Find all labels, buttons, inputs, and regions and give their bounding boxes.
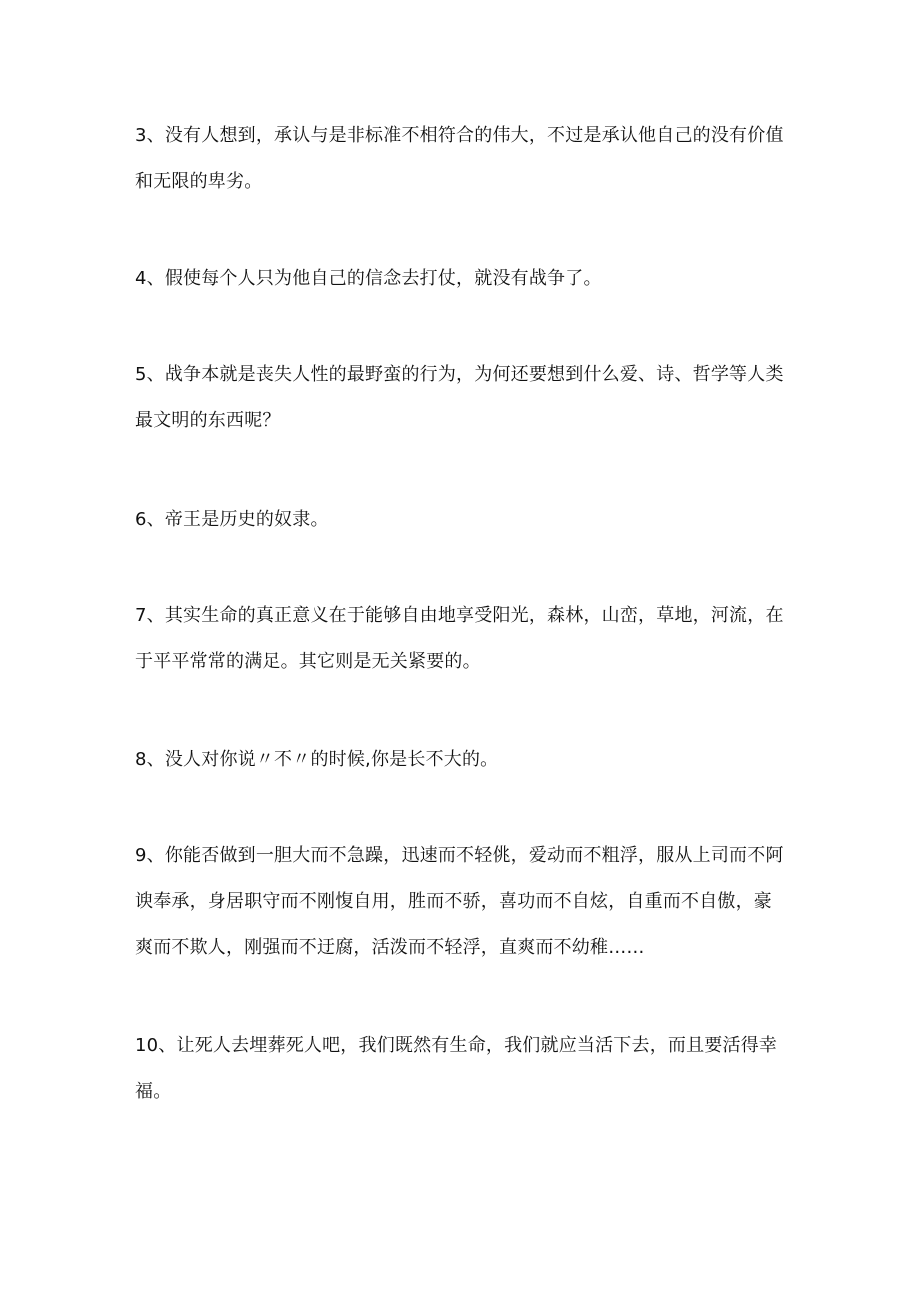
quote-paragraph-3: 3、没有人想到，承认与是非标准不相符合的伟大，不过是承认他自己的没有价值和无限的卑劣。 bbox=[135, 125, 784, 192]
quote-paragraph-6: 6、帝王是历史的奴隶。 bbox=[135, 509, 329, 530]
quote-paragraph-5: 5、战争本就是丧失人性的最野蛮的行为，为何还要想到什么爱、诗、哲学等人类最文明的东西呢？ bbox=[135, 364, 784, 431]
quote-paragraph-7: 7、其实生命的真正意义在于能够自由地享受阳光，森林，山峦，草地，河流，在于平平常常的满足。其它则是无关紧要的。 bbox=[135, 605, 784, 672]
quote-paragraph-8: 8、没人对你说〃不〃的时候,你是长不大的。 bbox=[135, 749, 499, 770]
quote-paragraph-4: 4、假使每个人只为他自己的信念去打仗，就没有战争了。 bbox=[135, 268, 602, 289]
quote-paragraph-10: 10、让死人去埋葬死人吧，我们既然有生命，我们就应当活下去，而且要活得幸福。 bbox=[135, 1035, 778, 1102]
quote-paragraph-9: 9、你能否做到一胆大而不急躁，迅速而不轻佻，爱动而不粗浮，服从上司而不阿谀奉承，身居职守而不刚愎自用，胜而不骄，喜功而不自炫，自重而不自傲，豪爽而不欺人，刚强而不迂腐，活泼而不轻浮，直爽而不幼稚…… bbox=[135, 845, 784, 958]
